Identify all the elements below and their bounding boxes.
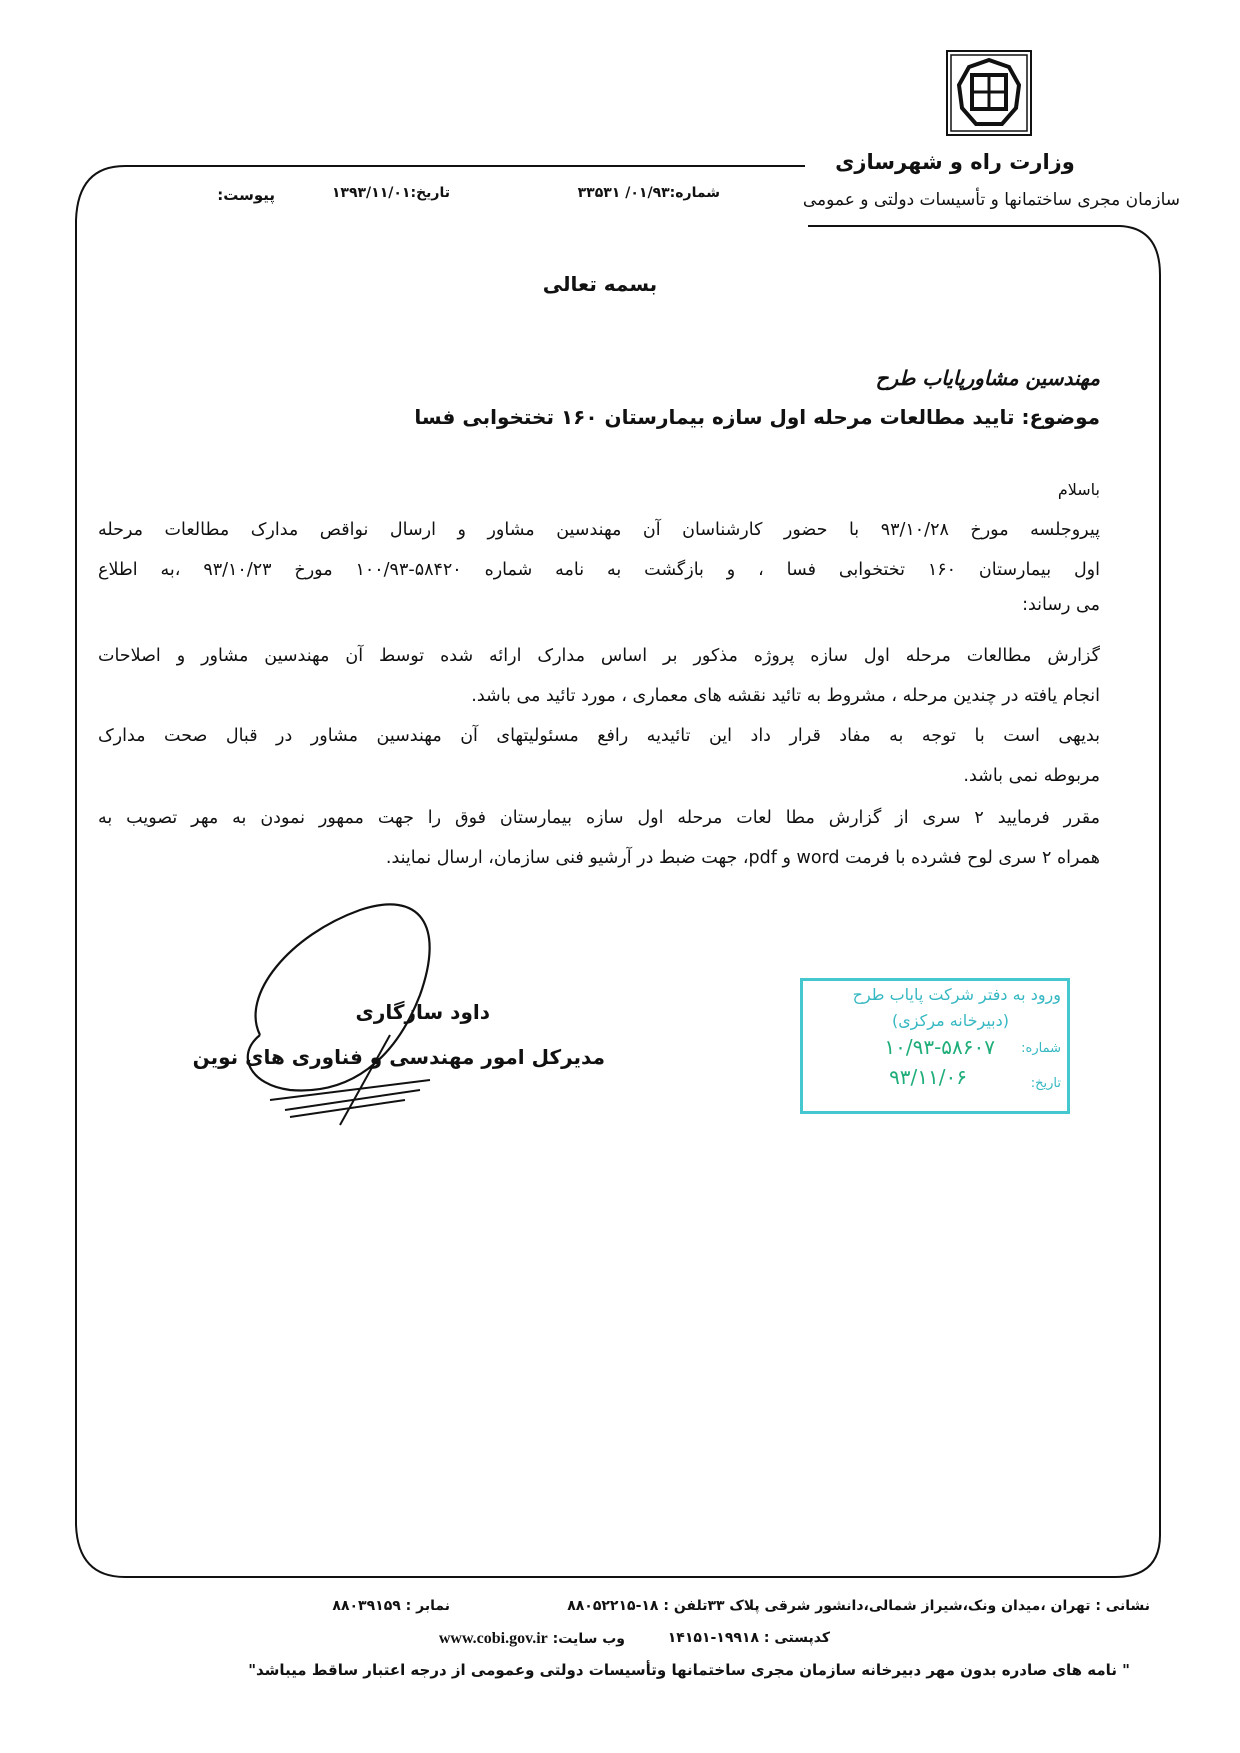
website-link[interactable]: www.cobi.gov.ir — [438, 1630, 548, 1647]
window-octagon-logo-icon — [946, 50, 1032, 136]
stamp-heading: ورود به دفتر شرکت پایاب طرح — [852, 985, 1061, 1004]
bismillah-heading: بسمه تعالی — [542, 272, 658, 296]
paragraph-line: همراه ۲ سری لوح فشرده با فرمت word و pdf، جهت ضبط در آرشیو فنی سازمان، ارسال نمایند. — [385, 848, 1100, 868]
subject-line — [414, 405, 1100, 429]
paragraph-line: پیروجلسه مورخ ۹۳/۱۰/۲۸ با حضور کارشناسان آن مهندسین مشاور و ارسال نواقص مدارک مطالعات مرحله — [98, 520, 1100, 540]
paragraph-line: گزارش مطالعات مرحله اول سازه پروژه مذکور بر اساس مدارک ارائه شده توسط آن مهندسین مشاور و اصلاحات — [98, 646, 1100, 666]
paragraph-1 — [98, 510, 1100, 620]
paragraph-line: مقرر فرمایید ۲ سری از گزارش مطا لعات مرحله اول سازه بیمارستان فوق را جهت ممهور نمودن به مهر تصویب به — [98, 808, 1100, 828]
letter-date-value: ۱۳۹۳/۱۱/۰۱ — [331, 185, 411, 201]
receipt-stamp — [800, 978, 1070, 1114]
letter-number-value: ۰۱/۹۳/ ۳۳۵۳۱ — [577, 185, 670, 201]
paragraph-line: اول بیمارستان ۱۶۰ تختخوابی فسا ، و بازگشت به نامه شماره ۵۸۴۲۰-۱۰۰/۹۳ مورخ ۹۳/۱۰/۲۳ ،به اطلاع — [98, 560, 1100, 580]
footer-fax: نمابر : ۸۸۰۳۹۱۵۹ — [332, 1598, 450, 1614]
letter-date — [320, 185, 450, 201]
paragraph-2 — [98, 636, 1100, 716]
letter-date-label: تاریخ: — [410, 185, 450, 201]
letter-number — [560, 185, 720, 201]
footer-address: نشانی : تهران ،میدان ونک،شیراز شمالی،دانشور شرقی پلاک ۳۳تلفن : ۱۸-۸۸۰۵۲۲۱۵ — [567, 1598, 1150, 1614]
footer-website — [395, 1630, 625, 1648]
footer-disclaimer: " نامه های صادره بدون مهر دبیرخانه سازمان مجری ساختمانها وتأسیسات دولتی وعمومی از درجه اعتبار ساقط میباشد" — [248, 1661, 1130, 1679]
stamp-date-label: تاریخ: — [1030, 1076, 1061, 1091]
footer-postal-code: کدپستی : ۱۹۹۱۸-۱۴۱۵۱ — [667, 1630, 830, 1646]
stamp-subheading: (دبیرخانه مرکزی) — [892, 1011, 1009, 1030]
salutation: باسلام — [1057, 480, 1100, 499]
paragraph-4 — [98, 798, 1100, 878]
attachment-label: پیوست: — [217, 186, 275, 204]
paragraph-line: بدیهی است با توجه به مفاد قرار داد این تائیدیه رافع مسئولیتهای آن مهندسین مشاور در قبال صحت مدارک — [98, 726, 1100, 746]
ministry-name: وزارت راه و شهرسازی — [835, 150, 1075, 174]
stamp-date-value: ۹۳/۱۱/۰۶ — [889, 1065, 967, 1089]
stamp-number-value: ۱۰/۹۳-۵۸۶۰۷ — [884, 1035, 995, 1059]
signer-title: مدیرکل امور مهندسی و فناوری های نوین — [192, 1045, 605, 1069]
stamp-number-label: شماره: — [1021, 1041, 1061, 1056]
signer-name: داود سازگاری — [355, 1000, 490, 1024]
paragraph-line: مربوطه نمی باشد. — [963, 766, 1100, 786]
paragraph-line: می رساند: — [1022, 595, 1100, 615]
paragraph-3 — [98, 716, 1100, 796]
subject-text: تایید مطالعات مرحله اول سازه بیمارستان ۱۶۰ تختخوابی فسا — [414, 405, 1015, 429]
letter-number-label: شماره: — [669, 185, 720, 201]
website-label: وب سایت: — [552, 1631, 625, 1647]
organization-name: سازمان مجری ساختمانها و تأسیسات دولتی و عمومی — [802, 190, 1180, 210]
recipient: مهندسین مشاورپایاب طرح — [875, 366, 1100, 390]
paragraph-line: انجام یافته در چندین مرحله ، مشروط به تائید نقشه های معماری ، مورد تائید می باشد. — [471, 686, 1100, 706]
subject-label: موضوع: — [1021, 405, 1100, 429]
